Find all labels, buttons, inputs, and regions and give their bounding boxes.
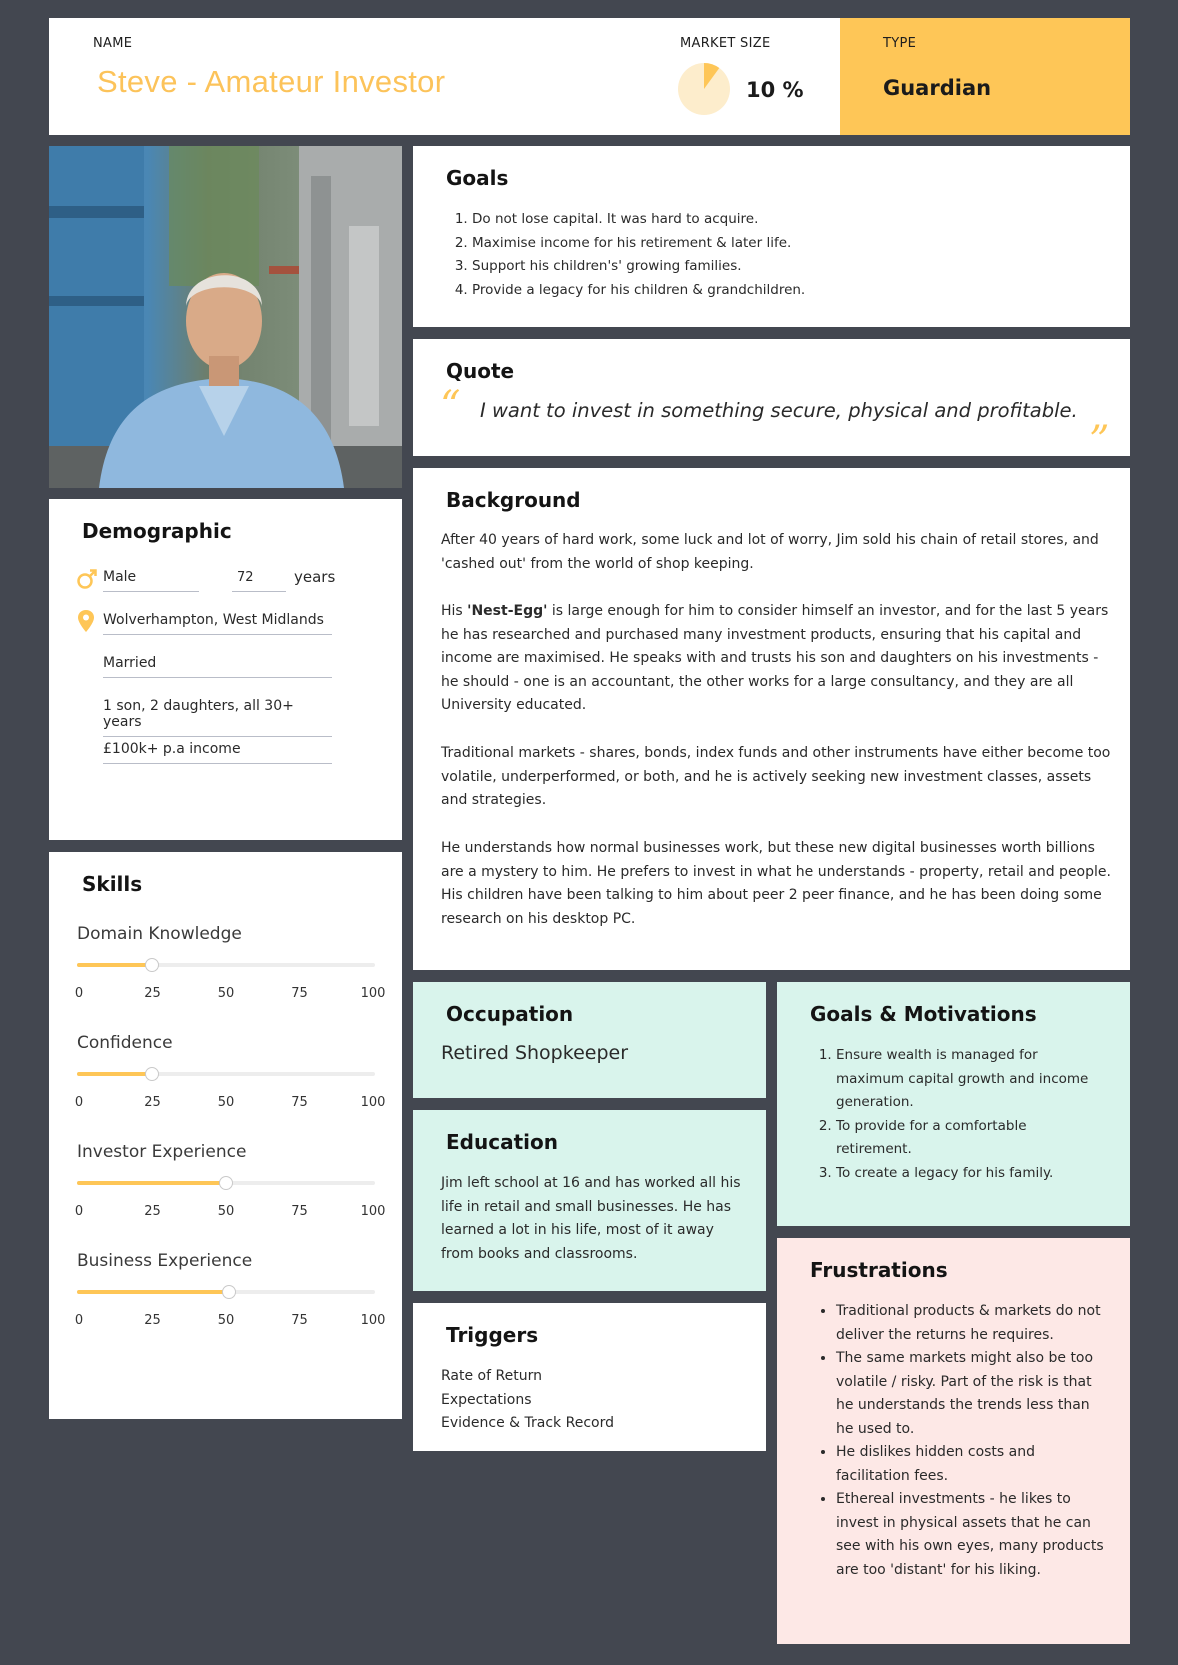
- quote-card: [413, 339, 1130, 464]
- skill-label: Confidence: [77, 1033, 173, 1053]
- family-field: 1 son, 2 daughters, all 30+ years: [103, 698, 332, 737]
- background-paragraph: Traditional markets - shares, bonds, index funds and other instruments have either become too volatile, underperformed, or both, and he is actively seeking new investment classes, assets and strategies.: [441, 745, 1111, 808]
- trigger-item: Rate of Return: [441, 1368, 542, 1384]
- name-label: NAME: [93, 36, 133, 51]
- frustration-item: • The same markets might also be too volatile / risky. Part of the risk is that he understands the trends less than he used to.: [836, 1347, 1104, 1441]
- location-pin-icon: [77, 609, 95, 633]
- occupation-title: Occupation: [446, 1002, 574, 1026]
- age-field: 72: [232, 570, 286, 592]
- frustrations-title: Frustrations: [810, 1258, 948, 1282]
- skills-title: Skills: [82, 872, 143, 896]
- background-paragraph: After 40 years of hard work, some luck and lot of worry, Jim sold his chain of retail stores, and 'cashed out' from the world of shop keeping.: [441, 532, 1099, 572]
- close-quote-icon: ”: [1089, 418, 1110, 464]
- skill-tick-label: 0: [74, 1313, 84, 1328]
- market-size-value: 10 %: [746, 78, 804, 102]
- gender-field: Male: [103, 569, 199, 592]
- male-icon: [76, 568, 98, 590]
- location-field: Wolverhampton, West Midlands: [103, 612, 332, 635]
- demographic-card: [49, 499, 402, 840]
- skill-tick-label: 50: [217, 986, 235, 1001]
- occupation-card: [413, 982, 766, 1098]
- skill-label: Business Experience: [77, 1251, 253, 1271]
- triggers-list: [441, 1365, 614, 1436]
- skill-tick-label: 50: [217, 1313, 235, 1328]
- skill-tick-label: 100: [360, 1204, 386, 1219]
- type-value: Guardian: [883, 76, 992, 100]
- type-label: TYPE: [883, 36, 917, 51]
- frustration-item: • Traditional products & markets do not deliver the returns he requires.: [836, 1300, 1104, 1347]
- quote-title: Quote: [446, 359, 515, 383]
- open-quote-icon: “: [440, 383, 461, 429]
- skill-slider-fill: [77, 1072, 152, 1076]
- skill-tick-label: 50: [217, 1204, 235, 1219]
- background-card: [413, 468, 1130, 970]
- frustration-item: • He dislikes hidden costs and facilitation fees.: [836, 1441, 1104, 1488]
- persona-name: Steve - Amateur Investor: [97, 64, 446, 99]
- motivations-title: Goals & Motivations: [810, 1002, 1037, 1026]
- skill-tick-label: 25: [144, 986, 161, 1001]
- skill-tick-label: 25: [144, 1095, 161, 1110]
- skill-tick-label: 25: [144, 1204, 161, 1219]
- persona-photo: [49, 146, 402, 488]
- frustration-item: • Ethereal investments - he likes to invest in physical assets that he can see with his own eyes, many products are too 'distant' for his liking.: [836, 1488, 1104, 1582]
- background-title: Background: [446, 488, 581, 512]
- skill-tick-label: 75: [291, 986, 308, 1001]
- education-card: [413, 1110, 766, 1291]
- skill-label: Domain Knowledge: [77, 924, 242, 944]
- motivations-card: [777, 982, 1130, 1226]
- motivation-item: 2. To provide for a comfortable retirement.: [836, 1115, 1104, 1162]
- skill-slider-fill: [77, 1181, 226, 1185]
- skill-tick-label: 0: [74, 1204, 84, 1219]
- skill-tick-label: 0: [74, 1095, 84, 1110]
- background-paragraph: His 'Nest-Egg' is large enough for him to consider himself an investor, and for the last 5 years he has researched and purchased many investment products, ensuring that his capital and income are maximised. He speaks with and trusts his son and daughters on his investments - he should - one is an accountant, the other works for a large consultancy, and they are all University educated.: [441, 603, 1109, 713]
- skill-slider-handle[interactable]: [222, 1285, 236, 1299]
- goals-card: [413, 146, 1130, 327]
- income-field: £100k+ p.a income: [103, 741, 332, 764]
- triggers-title: Triggers: [446, 1323, 539, 1347]
- goals-title: Goals: [446, 166, 509, 190]
- motivation-item: 3. To create a legacy for his family.: [836, 1162, 1104, 1186]
- skill-slider-handle[interactable]: [145, 958, 159, 972]
- goals-list: [450, 208, 1110, 302]
- skill-label: Investor Experience: [77, 1142, 247, 1162]
- goal-item: 4. Provide a legacy for his children & grandchildren.: [472, 279, 1110, 303]
- skill-tick-label: 75: [291, 1095, 308, 1110]
- skill-slider[interactable]: [77, 1290, 375, 1294]
- quote-text: I want to invest in something secure, physical and profitable.: [480, 399, 1078, 422]
- motivations-list: [814, 1044, 1104, 1185]
- goal-item: 2. Maximise income for his retirement & later life.: [472, 232, 1110, 256]
- education-title: Education: [446, 1130, 558, 1154]
- skill-tick-label: 25: [144, 1313, 161, 1328]
- occupation-value: Retired Shopkeeper: [441, 1042, 629, 1064]
- skills-card: [49, 852, 402, 1419]
- skill-tick-label: 75: [291, 1313, 308, 1328]
- nest-egg-emphasis: 'Nest-Egg': [467, 603, 548, 619]
- persona-photo-image: [49, 146, 402, 488]
- marital-status-field: Married: [103, 655, 332, 678]
- goal-item: 1. Do not lose capital. It was hard to acquire.: [472, 208, 1110, 232]
- skill-slider-handle[interactable]: [145, 1067, 159, 1081]
- type-box: [840, 18, 1130, 135]
- market-size-pie-icon: [678, 63, 730, 115]
- market-size-label: MARKET SIZE: [680, 36, 771, 51]
- skill-slider-fill: [77, 1290, 229, 1294]
- goal-item: 3. Support his children's' growing families.: [472, 255, 1110, 279]
- skill-tick-label: 100: [360, 986, 386, 1001]
- skill-slider[interactable]: [77, 1181, 375, 1185]
- skill-tick-label: 75: [291, 1204, 308, 1219]
- education-text: Jim left school at 16 and has worked all his life in retail and small businesses. He has learned a lot in his life, most of it away from books and classrooms.: [441, 1175, 741, 1262]
- triggers-card: [413, 1303, 766, 1451]
- demographic-title: Demographic: [82, 519, 232, 543]
- skill-slider-fill: [77, 963, 152, 967]
- skill-tick-label: 100: [360, 1095, 386, 1110]
- motivation-item: 1. Ensure wealth is managed for maximum capital growth and income generation.: [836, 1044, 1104, 1115]
- skill-tick-label: 0: [74, 986, 84, 1001]
- age-unit: years: [294, 568, 336, 586]
- frustrations-list: [814, 1300, 1104, 1582]
- skill-slider[interactable]: [77, 963, 375, 967]
- skill-slider[interactable]: [77, 1072, 375, 1076]
- trigger-item: Evidence & Track Record: [441, 1415, 614, 1431]
- skill-tick-label: 50: [217, 1095, 235, 1110]
- skill-tick-label: 100: [360, 1313, 386, 1328]
- persona-header: [49, 18, 1130, 135]
- background-paragraph: He understands how normal businesses work, but these new digital businesses worth billions are a mystery to him. He prefers to invest in what he understands - property, retail and people. His children have been talking to him about peer 2 peer finance, and he has been doing some research on his desktop PC.: [441, 840, 1111, 927]
- trigger-item: Expectations: [441, 1391, 532, 1408]
- skill-slider-handle[interactable]: [219, 1176, 233, 1190]
- frustrations-card: [777, 1238, 1130, 1644]
